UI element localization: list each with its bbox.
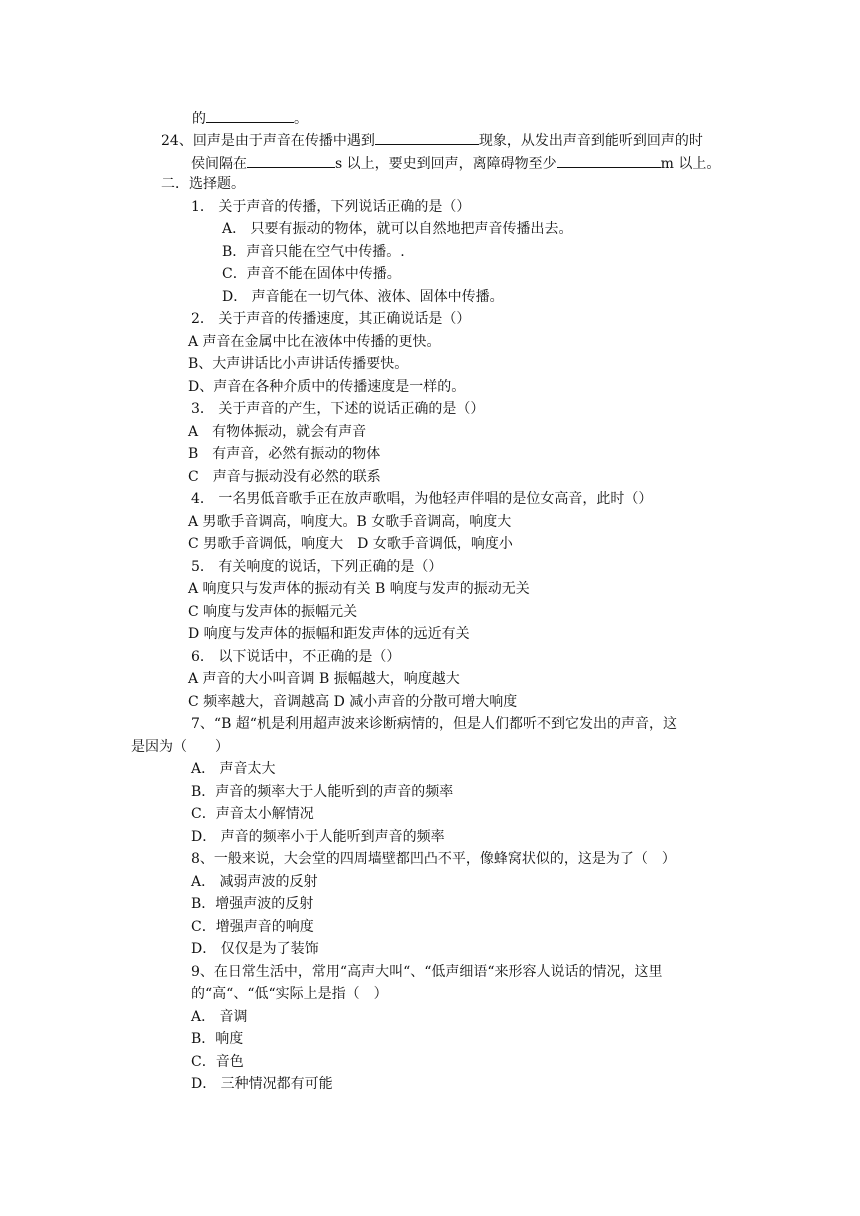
option-item[interactable]: D、声音在各种介质中的传播速度是一样的。: [188, 379, 466, 395]
option-item[interactable]: D 响度与发声体的振幅和距发声体的远近有关: [188, 626, 470, 642]
question-stem: 6． 以下说话中，不正确的是（）: [191, 649, 401, 665]
option-item[interactable]: C．声音太小解情况: [191, 806, 314, 822]
option-item[interactable]: A 声音的大小叫音调 B 振幅越大，响度越大: [188, 671, 460, 687]
q24-line1-suffix: 现象，从发出声音到能听到回声的时: [478, 133, 703, 149]
q24-line-2: [191, 152, 720, 174]
option-item[interactable]: C 频率越大，音调越高 D 减小声音的分散可增大响度: [188, 694, 518, 710]
option-item[interactable]: A 有物体振动，就会有声音: [188, 424, 367, 440]
question-stem: 8、一般来说，大会堂的四周墙壁都凹凸不平，像蜂窝状似的，这是为了（ ）: [191, 851, 676, 867]
option-item[interactable]: C 声音与振动没有必然的联系: [188, 469, 381, 485]
question-stem: 2． 关于声音的传播速度，其正确说话是（）: [191, 311, 471, 327]
option-item[interactable]: C 响度与发声体的振幅元关: [188, 604, 358, 620]
option-item[interactable]: B．声音的频率大于人能听到的声音的频率: [191, 784, 454, 800]
option-item[interactable]: B、大声讲话比小声讲话传播要快。: [188, 356, 409, 372]
option-item[interactable]: B．增强声波的反射: [191, 896, 314, 912]
option-item[interactable]: A． 减弱声波的反射: [191, 874, 318, 890]
question-stem: 9、在日常生活中，常用“高声大叫“、“低声细语“来形容人说话的情况，这里: [191, 964, 663, 980]
question-stem-continuation: 是因为（ ）: [131, 739, 229, 755]
option-item[interactable]: A． 声音太大: [191, 761, 276, 777]
option-item[interactable]: B．响度: [191, 1031, 244, 1047]
section-title: 二．选择题。: [161, 176, 245, 192]
option-item[interactable]: B 有声音，必然有振动的物体: [188, 446, 381, 462]
option-item[interactable]: C．增强声音的响度: [191, 919, 314, 935]
option-item[interactable]: B．声音只能在空气中传播。.: [222, 244, 405, 260]
answer-blank[interactable]: [557, 152, 661, 168]
answer-blank[interactable]: [247, 152, 335, 168]
question-stem: 4． 一名男低音歌手正在放声歌唱，为他轻声伴唱的是位女高音，此时（）: [191, 491, 653, 507]
q24-line1-prefix: 24、回声是由于声音在传播中遇到: [161, 133, 375, 149]
option-item[interactable]: A． 音调: [191, 1009, 248, 1025]
q23-tail-line: [192, 107, 308, 129]
option-item[interactable]: C．音色: [191, 1054, 244, 1070]
answer-blank[interactable]: [206, 107, 294, 123]
q23-tail-suffix: 。: [294, 111, 308, 127]
q24-line2-middle: s 以上，要史到回声，离障碍物至少: [335, 156, 557, 172]
option-item[interactable]: D． 声音的频率小于人能听到声音的频率: [191, 829, 445, 845]
option-item[interactable]: A 响度只与发声体的振动有关 B 响度与发声的振动无关: [188, 581, 530, 597]
question-stem: 7、“B 超“机是利用超声波来诊断病情的，但是人们都听不到它发出的声音，这: [191, 716, 677, 732]
option-item[interactable]: C 男歌手音调低，响度大 D 女歌手音调低，响度小: [188, 536, 513, 552]
q24-line2-prefix: 侯间隔在: [191, 156, 247, 172]
option-item[interactable]: C．声音不能在固体中传播。: [222, 266, 401, 282]
question-stem: 5． 有关响度的说话，下列正确的是（）: [191, 559, 443, 575]
question-stem-continuation: 的“高“、“低“实际上是指（ ）: [191, 986, 388, 1002]
option-item[interactable]: D． 声音能在一切气体、液体、固体中传播。: [222, 289, 504, 305]
answer-blank[interactable]: [375, 129, 479, 145]
q24-line-1: [161, 129, 703, 151]
option-item[interactable]: D． 仅仅是为了装饰: [191, 941, 319, 957]
option-item[interactable]: A． 只要有振动的物体，就可以自然地把声音传播出去。: [222, 221, 573, 237]
question-stem: 3． 关于声音的产生，下述的说话正确的是（）: [191, 401, 485, 417]
q23-tail-prefix: 的: [192, 111, 206, 127]
option-item[interactable]: D． 三种情况都有可能: [191, 1076, 333, 1092]
question-stem: 1． 关于声音的传播，下列说话正确的是（）: [191, 199, 471, 215]
option-item[interactable]: A 声音在金属中比在液体中传播的更快。: [188, 334, 441, 350]
option-item[interactable]: A 男歌手音调高，响度大。B 女歌手音调高，响度大: [188, 514, 512, 530]
q24-line2-suffix: m 以上。: [660, 156, 721, 172]
